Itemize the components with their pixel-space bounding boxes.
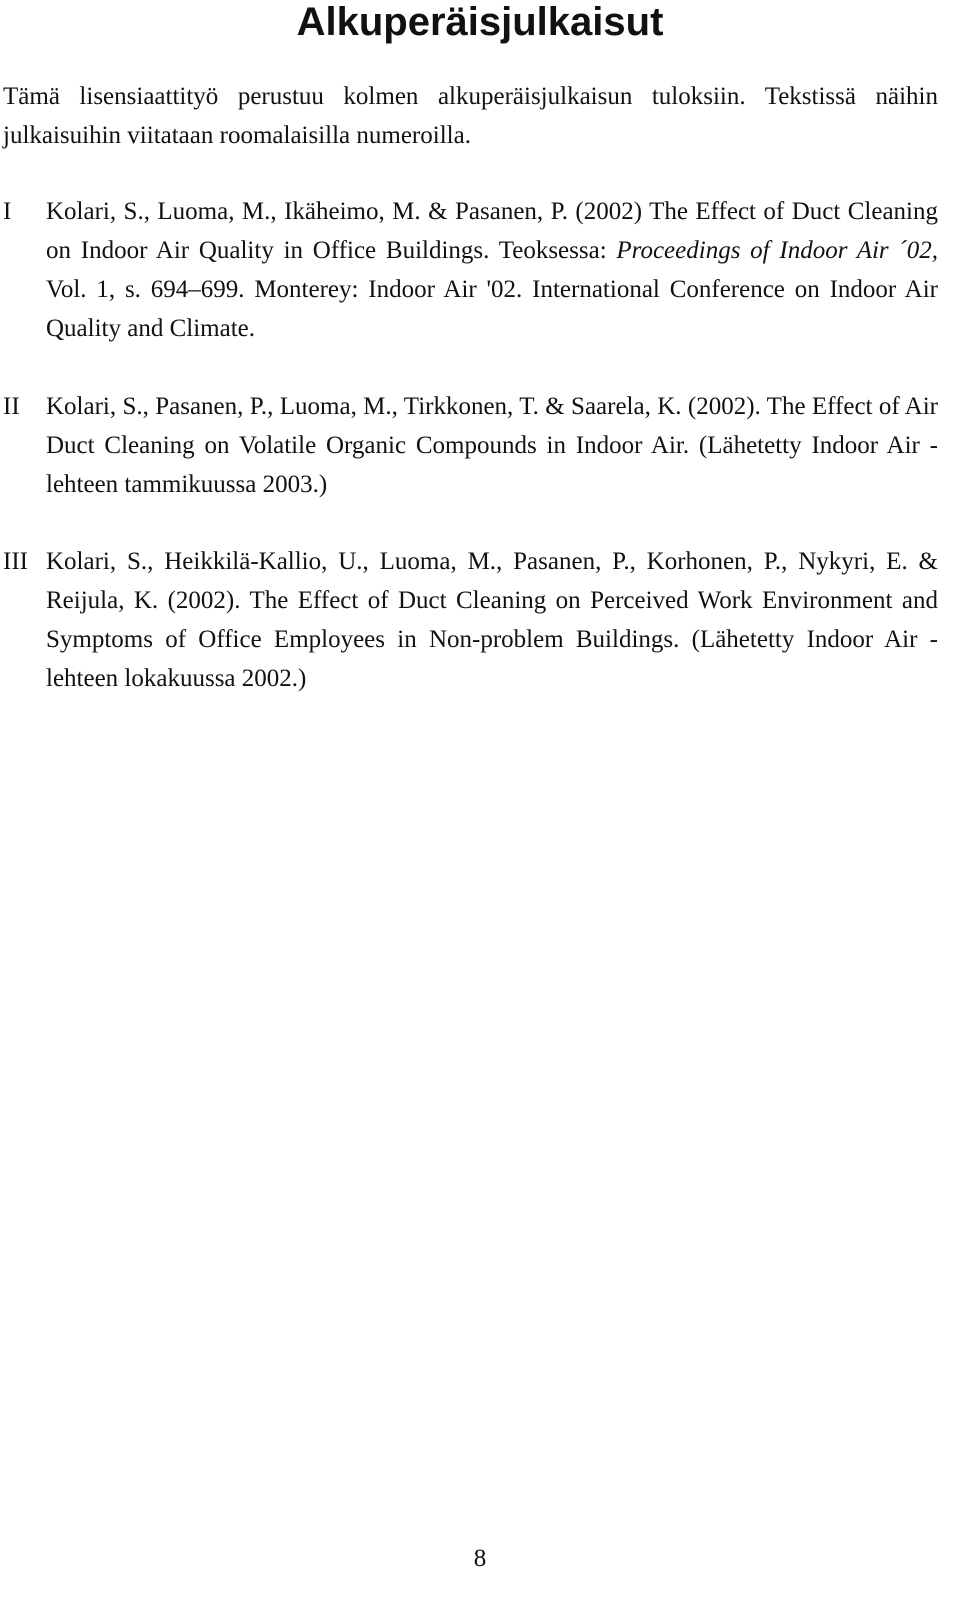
reference-text (46, 192, 938, 348)
page-number: 8 (473, 1545, 487, 1572)
reference-text: Kolari, S., Pasanen, P., Luoma, M., Tirkkonen, T. & Saarela, K. (2002). The Effect of Air Duct Cleaning on Volatile Organic Compounds in Indoor Air. (Lähetetty Indoor Air -lehteen tammikuussa 2003.) (46, 393, 938, 498)
reference-italic-title: Proceedings of Indoor Air ´02, (616, 237, 938, 264)
page-title: Alkuperäisjulkaisut (296, 0, 664, 44)
reference-text: Kolari, S., Heikkilä-Kallio, U., Luoma, M., Pasanen, P., Korhonen, P., Nykyri, E. & Reijula, K. (2002). The Effect of Duct Cleaning on Perceived Work Environment and Symptoms of Office Employees in Non-problem Buildings. (Lähetetty Indoor Air -lehteen lokakuussa 2002.) (46, 548, 938, 692)
reference-text-part: Vol. 1, s. 694–699. Monterey: Indoor Air '02. International Conference on Indoor Air Quality and Climate. (46, 276, 938, 342)
reference-numeral: I (3, 198, 12, 225)
reference-numeral: III (3, 548, 28, 575)
intro-paragraph: Tämä lisensiaattityö perustuu kolmen alkuperäisjulkaisun tuloksiin. Tekstissä näihin julkaisuihin viitataan roomalaisilla numeroilla. (3, 83, 938, 149)
reference-numeral: II (3, 393, 20, 420)
reference-text-part: Kolari, S., Luoma, M., Ikäheimo, M. & Pasanen, P. (2002) The Effect of Duct Cleaning on Indoor Air Quality in Office Buildings. Teoksessa: (46, 198, 938, 264)
